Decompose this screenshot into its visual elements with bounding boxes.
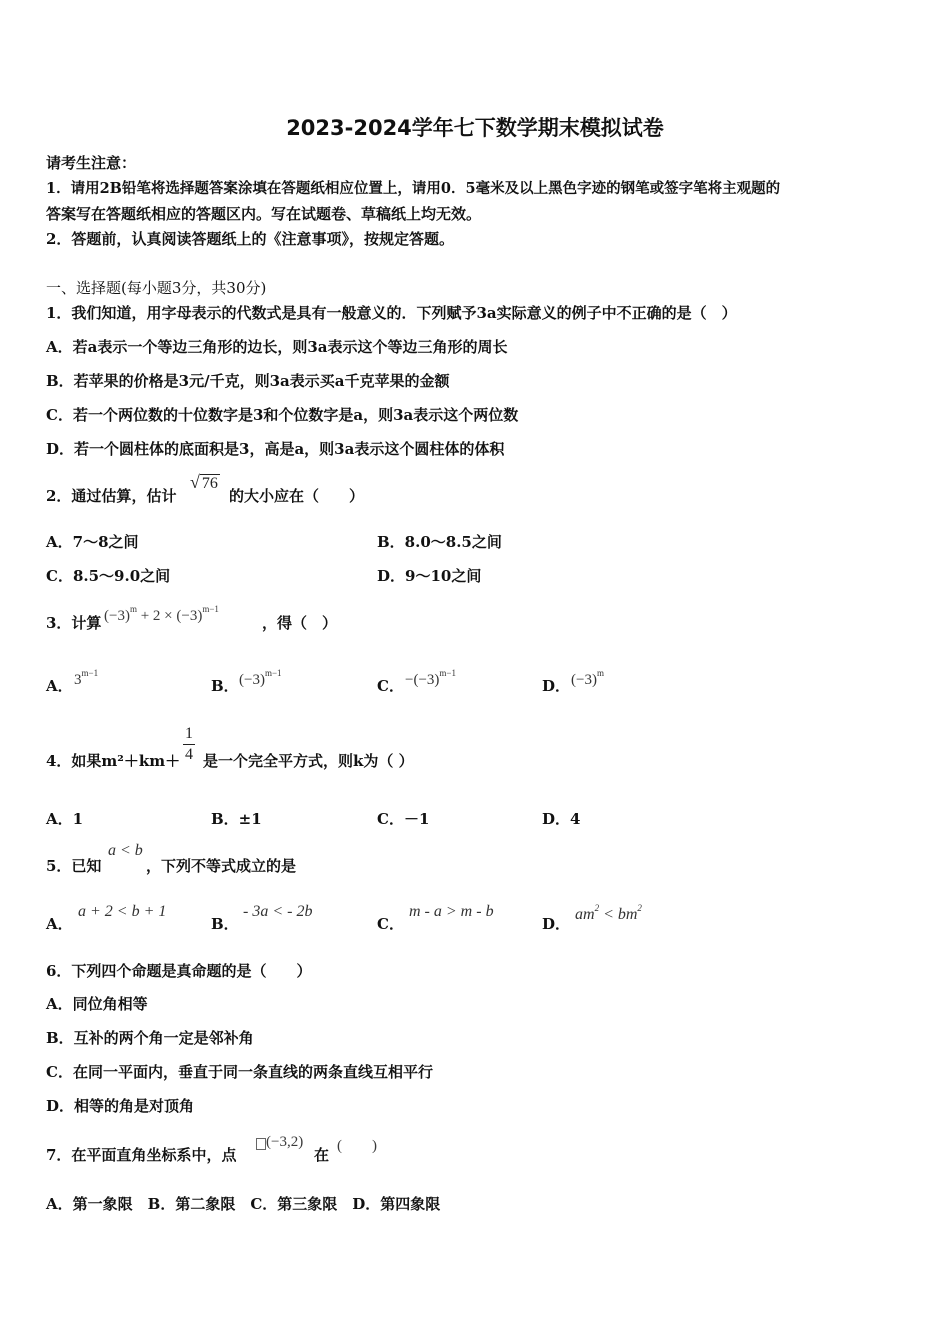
q5-stem-post: ，下列不等式成立的是 — [146, 857, 297, 875]
q4-option-d: D．4 — [542, 810, 581, 828]
q2-stem-post: 的大小应在（ ） — [229, 487, 365, 505]
q3-b-exp: m−1 — [264, 668, 282, 678]
q6-option-b: B．互补的两个角一定是邻补角 — [46, 1029, 254, 1047]
q4-numerator: 1 — [185, 725, 193, 742]
q5-condition: a < b — [108, 842, 143, 859]
q5-option-b-label: B． — [211, 915, 239, 933]
q3-b-base: (−3) — [239, 672, 265, 688]
q4-denominator: 4 — [185, 746, 193, 763]
q4-stem-post: 是一个完全平方式，则k为（ ） — [203, 752, 414, 770]
q3-expr-a-exp: m — [129, 604, 137, 614]
q3-d-exp: m — [596, 668, 604, 678]
q3-option-b-label: B． — [211, 677, 239, 695]
q7-stem-mid: 在 — [314, 1146, 330, 1164]
q4-option-a: A．1 — [46, 810, 84, 828]
q2-option-c: C．8.5～9.0之间 — [46, 567, 171, 585]
q2-sqrt: √ 76 — [190, 472, 218, 492]
q3-option-a-label: A． — [46, 677, 73, 695]
q3-expression — [104, 604, 219, 625]
q3-c-base: −(−3) — [405, 672, 440, 688]
q1-option-b: B．若苹果的价格是3元/千克，则3a表示买a千克苹果的金额 — [46, 372, 450, 390]
q5-d-right: < bm — [599, 906, 638, 923]
q3-expr-mid: + 2 × (−3) — [136, 608, 203, 624]
notice-line-1b: 答案写在答题纸相应的答题区内。写在试题卷、草稿纸上均无效。 — [46, 205, 482, 223]
q3-a-exp: m−1 — [81, 668, 99, 678]
q2-stem-pre: 2．通过估算，估计 — [46, 487, 177, 505]
q4-stem-pre: 4．如果m²＋km＋ — [46, 752, 181, 770]
notice-line-1a: 1．请用2B铅笔将选择题答案涂填在答题纸相应位置上，请用0．5毫米及以上黑色字迹的钢笔或签字笔将主观题的 — [46, 180, 781, 197]
q3-option-c-expr — [405, 668, 456, 689]
q3-c-exp: m−1 — [439, 668, 456, 678]
q5-option-d-expr — [575, 903, 642, 924]
q5-option-b-expr: - 3a < - 2b — [243, 903, 313, 920]
q3-option-c-label: C． — [377, 677, 404, 695]
q7-options: A．第一象限 B．第二象限 C．第三象限 D．第四象限 — [46, 1195, 441, 1213]
q3-a-base: 3 — [74, 672, 82, 688]
q3-option-a-expr — [74, 668, 98, 689]
q6-stem: 6．下列四个命题是真命题的是（ ） — [46, 962, 312, 980]
q5-d-left: am — [575, 906, 595, 923]
notice-heading: 请考生注意： — [46, 154, 137, 172]
q3-expr-a: (−3) — [104, 608, 130, 624]
q2-radicand: 76 — [201, 475, 218, 492]
q1-option-d: D．若一个圆柱体的底面积是3，高是a，则3a表示这个圆柱体的体积 — [46, 440, 505, 458]
q1-stem: 1．我们知道，用字母表示的代数式是具有一般意义的．下列赋予3a实际意义的例子中不正确的是（ ） — [46, 304, 737, 322]
q6-option-c: C．在同一平面内，垂直于同一条直线的两条直线互相平行 — [46, 1063, 433, 1081]
section-heading: 一、选择题(每小题3分，共30分) — [46, 279, 267, 297]
q3-option-d-expr — [571, 668, 604, 689]
q3-d-base: (−3) — [571, 672, 597, 688]
q3-option-d-label: D． — [542, 677, 571, 695]
q7-stem-pre: 7．在平面直角坐标系中，点 — [46, 1146, 237, 1164]
page-title: 2023-2024学年七下数学期末模拟试卷 — [286, 116, 664, 140]
q7-point: (−3,2) — [266, 1134, 304, 1150]
q3-expr-b-exp: m−1 — [202, 604, 219, 614]
q4-fraction — [183, 725, 195, 764]
q5-option-a-label: A． — [46, 915, 73, 933]
q7-answer-paren: ( ) — [337, 1138, 377, 1154]
q6-option-a: A．同位角相等 — [46, 995, 148, 1013]
fraction-bar — [183, 744, 195, 745]
q5-d-exp-2: 2 — [637, 903, 642, 913]
q2-option-d: D．9～10之间 — [377, 567, 482, 585]
missing-glyph-icon — [256, 1138, 266, 1150]
q4-option-c: C．－1 — [377, 810, 430, 828]
q2-option-b: B．8.0～8.5之间 — [377, 533, 502, 551]
q1-option-c: C．若一个两位数的十位数字是3和个位数字是a，则3a表示这个两位数 — [46, 406, 519, 424]
q5-option-d-label: D． — [542, 915, 571, 933]
q4-option-b: B．±1 — [211, 810, 262, 828]
q5-option-a-expr: a + 2 < b + 1 — [78, 903, 167, 920]
q3-stem-pre: 3．计算 — [46, 614, 102, 632]
q5-stem-pre: 5．已知 — [46, 857, 102, 875]
q6-option-d: D．相等的角是对顶角 — [46, 1097, 195, 1115]
q5-option-c-label: C． — [377, 915, 404, 933]
notice-line-2: 2．答题前，认真阅读答题纸上的《注意事项》，按规定答题。 — [46, 230, 454, 248]
q3-option-b-expr — [239, 668, 282, 689]
q1-option-a: A．若a表示一个等边三角形的边长，则3a表示这个等边三角形的周长 — [46, 338, 508, 356]
q2-option-a: A．7～8之间 — [46, 533, 139, 551]
q5-option-c-expr: m - a > m - b — [409, 903, 494, 920]
q5-d-exp-1: 2 — [594, 903, 600, 913]
q3-stem-post: ，得（ ） — [262, 614, 338, 632]
